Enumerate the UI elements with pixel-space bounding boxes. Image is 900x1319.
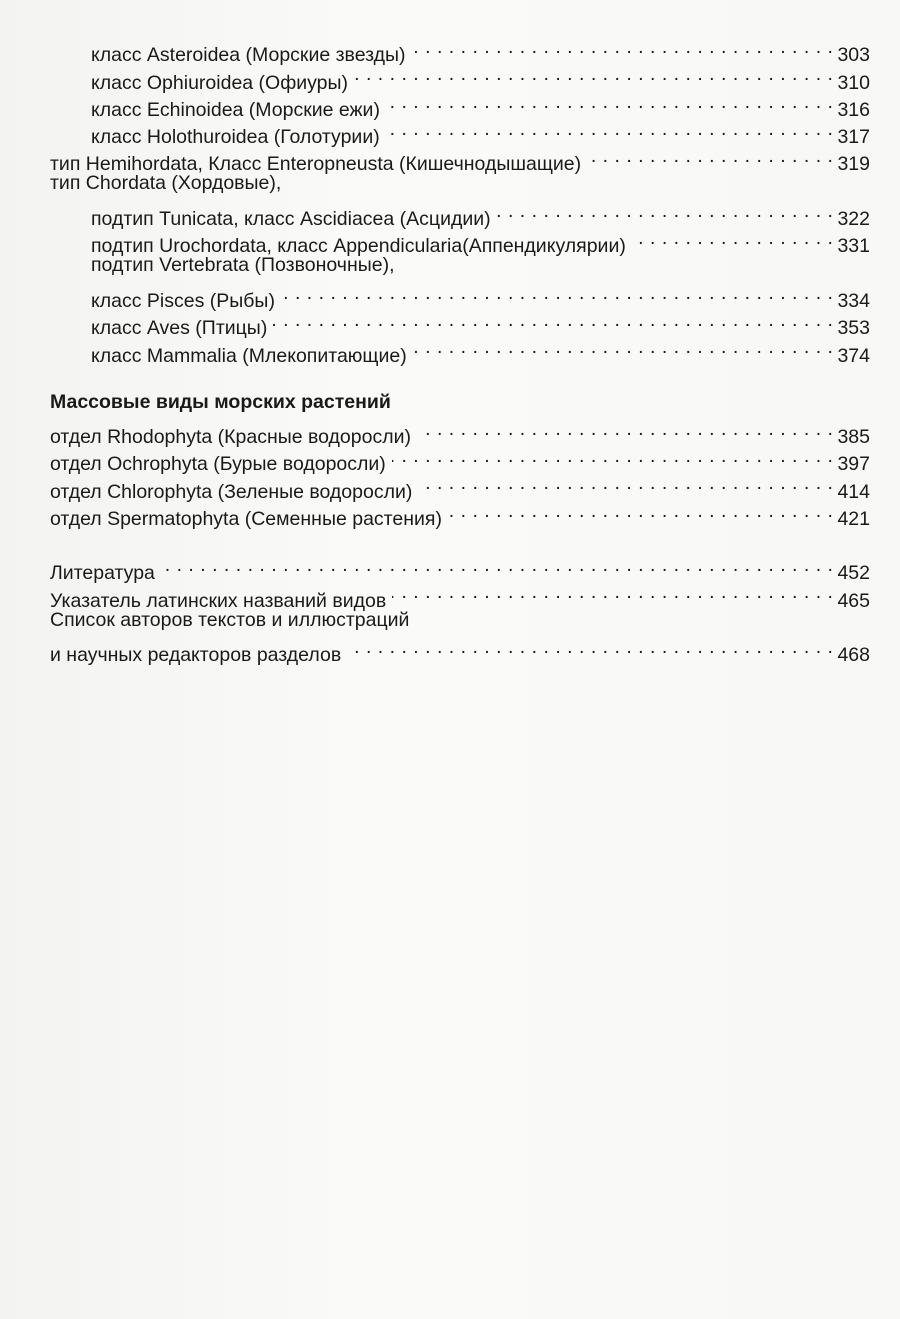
toc-entry-page: 353 xyxy=(837,317,870,340)
dot-leader xyxy=(632,225,834,252)
toc-entry-label: класс Pisces (Рыбы) xyxy=(91,289,275,312)
toc-entry-rhodophyta xyxy=(50,416,870,449)
dot-leader xyxy=(386,116,834,143)
toc-entry-page: 421 xyxy=(837,508,870,531)
toc-entry-label: подтип Tunicata, класс Ascidiacea (Асцидии) xyxy=(91,208,491,231)
dot-leader xyxy=(418,470,833,497)
dot-leader xyxy=(587,143,833,170)
toc-entry-page: 452 xyxy=(837,562,870,585)
toc-entry-pisces xyxy=(50,280,870,312)
dot-leader xyxy=(347,634,833,661)
dot-leader xyxy=(497,198,834,225)
toc-entry-label: класс Ophiuroidea (Офиуры) xyxy=(91,71,349,94)
toc-entry-label: Список авторов текстов и иллюстраций xyxy=(50,608,410,631)
toc-entry-label: тип Hemihordata, Класс Enteropneusta (Кишечнодышащие) xyxy=(50,153,582,176)
toc-entry-authors-line2 xyxy=(50,634,870,667)
toc-entry-label: класс Holothuroidea (Голотурии) xyxy=(91,126,380,149)
toc-entry-page: 322 xyxy=(837,208,870,231)
toc-entry-label: Указатель латинских названий видов xyxy=(50,589,387,612)
dot-leader xyxy=(161,552,834,579)
toc-entry-page: 317 xyxy=(837,126,870,149)
dot-leader xyxy=(448,498,834,525)
toc-entry-authors-line1 xyxy=(50,607,870,634)
toc-entry-page: 414 xyxy=(837,480,870,503)
toc-entry-page: 334 xyxy=(837,289,870,312)
toc-entry-page: 331 xyxy=(837,235,870,258)
toc-entry-label: класс Echinoidea (Морские ежи) xyxy=(91,98,380,121)
toc-entry-page: 397 xyxy=(837,453,870,476)
toc-entry-label: отдел Spermatophyta (Семенные растения) xyxy=(50,508,442,531)
toc-entry-tunicata xyxy=(50,198,870,231)
toc-entry-label: и научных редакторов разделов xyxy=(50,644,342,667)
toc-entry-label: класс Mammalia (Млекопитающие) xyxy=(91,344,407,367)
toc-entry-label: подтип Vertebrata (Позвоночные), xyxy=(91,254,395,277)
toc-entry-page: 303 xyxy=(837,44,870,67)
section-heading-plants: Массовые виды морских растений xyxy=(50,390,391,413)
toc-entry-page: 468 xyxy=(837,644,870,667)
toc-entry-label: отдел Chlorophyta (Зеленые водоросли) xyxy=(50,480,413,503)
toc-entry-label: подтип Urochordata, класс Appendicularia(Аппендикулярии) xyxy=(91,235,626,258)
toc-entry-page: 385 xyxy=(837,426,870,449)
dot-leader xyxy=(386,89,834,116)
toc-entry-page: 374 xyxy=(837,344,870,367)
toc-entry-asteroidea xyxy=(50,34,870,67)
toc-entry-latin-index xyxy=(50,579,870,612)
toc-entry-page: 319 xyxy=(837,153,870,176)
dot-leader xyxy=(273,307,833,334)
toc-entry-page: 316 xyxy=(837,98,870,121)
dot-leader xyxy=(392,579,833,606)
toc-entry-label: отдел Ochrophyta (Бурые водоросли) xyxy=(50,453,386,476)
dot-leader xyxy=(412,34,834,61)
dot-leader xyxy=(392,443,834,470)
toc-entry-label: класс Asteroidea (Морские звезды) xyxy=(91,44,406,67)
table-of-contents xyxy=(50,34,870,667)
dot-leader xyxy=(413,334,834,361)
toc-entry-label: класс Aves (Птицы) xyxy=(91,317,268,340)
toc-entry-label: отдел Rhodophyta (Красные водоросли) xyxy=(50,426,411,449)
dot-leader xyxy=(417,416,833,443)
dot-leader xyxy=(281,280,834,307)
toc-entry-page: 465 xyxy=(837,589,870,612)
toc-entry-label: тип Chordata (Хордовые), xyxy=(50,172,282,195)
toc-entry-page: 310 xyxy=(837,71,870,94)
dot-leader xyxy=(354,61,833,88)
toc-entry-literature xyxy=(50,552,870,585)
toc-entry-label: Литература xyxy=(50,562,155,585)
